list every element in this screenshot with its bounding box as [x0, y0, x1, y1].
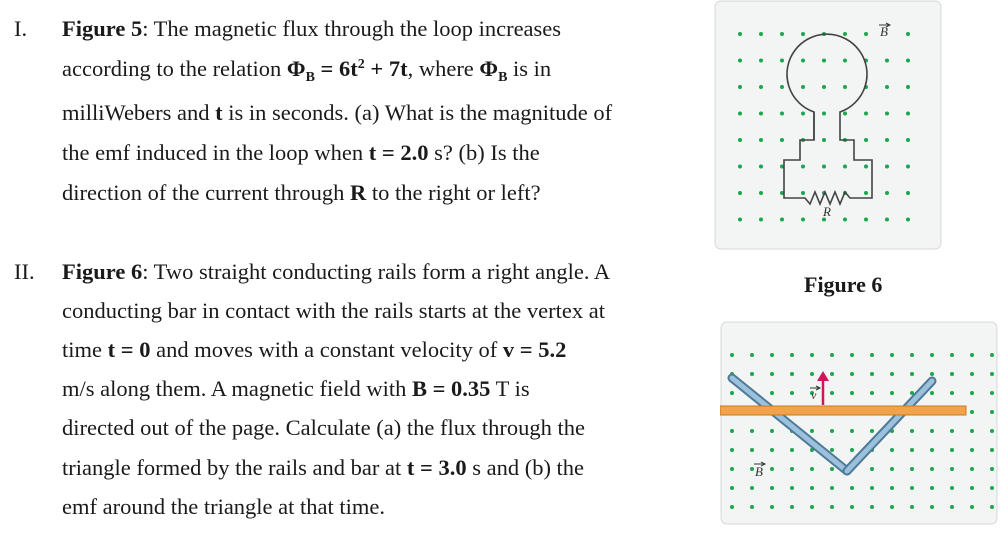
figure-6-frame — [721, 322, 997, 524]
field-dot — [950, 353, 954, 357]
field-dot — [759, 191, 763, 195]
field-dot — [870, 429, 874, 433]
field-dot — [790, 486, 794, 490]
field-dot — [970, 372, 974, 376]
field-dot — [830, 372, 834, 376]
field-dot — [870, 391, 874, 395]
figure-5 — [714, 0, 942, 250]
figure-6 — [720, 321, 1000, 525]
field-dot — [950, 467, 954, 471]
field-dot — [830, 467, 834, 471]
field-dot — [910, 372, 914, 376]
field-dot — [910, 448, 914, 452]
figure-6-diagram — [720, 321, 1000, 525]
field-dot — [906, 191, 910, 195]
svg-text:B: B — [880, 24, 888, 39]
field-dot — [801, 85, 805, 89]
field-dot — [830, 486, 834, 490]
field-dot — [930, 429, 934, 433]
field-dot — [750, 372, 754, 376]
field-dot — [810, 486, 814, 490]
field-dot — [738, 32, 742, 36]
field-dot — [930, 448, 934, 452]
field-dot — [930, 467, 934, 471]
field-dot — [810, 429, 814, 433]
field-dot — [910, 429, 914, 433]
field-dot — [750, 448, 754, 452]
field-dot — [970, 410, 974, 414]
figure-5-diagram — [714, 0, 942, 250]
field-dot — [990, 486, 994, 490]
field-dot — [759, 165, 763, 169]
conducting-bar — [720, 406, 966, 415]
figure-6-caption: Figure 6 — [804, 272, 883, 297]
field-dot — [843, 112, 847, 116]
field-dot — [801, 112, 805, 116]
field-dot — [990, 505, 994, 509]
field-dot — [790, 467, 794, 471]
field-dot — [910, 467, 914, 471]
problem-1-line-1: Figure 5: The magnetic flux through the loop increases — [62, 16, 562, 41]
field-dot — [850, 372, 854, 376]
field-dot — [830, 448, 834, 452]
field-dot — [822, 59, 826, 63]
field-dot — [906, 218, 910, 222]
problem-1-line-5: direction of the current through R to the right or left? — [62, 180, 541, 205]
svg-text:v: v — [811, 388, 817, 402]
field-dot — [770, 391, 774, 395]
field-dot — [790, 353, 794, 357]
problem-1-line-2: according to the relation $\Phi_B = 6t^2 + 7t$, where $\Phi_B$ is in — [62, 56, 552, 85]
field-dot — [885, 112, 889, 116]
field-dot — [790, 372, 794, 376]
field-dot — [910, 486, 914, 490]
flux-symbol: $\Phi_B$ — [286, 56, 315, 85]
field-dot — [850, 486, 854, 490]
field-dot — [890, 448, 894, 452]
field-dot — [990, 429, 994, 433]
field-dot — [750, 505, 754, 509]
field-dot — [738, 191, 742, 195]
field-dot — [750, 486, 754, 490]
field-dot — [970, 353, 974, 357]
field-dot — [810, 372, 814, 376]
field-dot — [759, 59, 763, 63]
field-dot — [930, 391, 934, 395]
field-dot — [738, 59, 742, 63]
field-dot — [730, 448, 734, 452]
field-dot — [780, 32, 784, 36]
field-dot — [870, 353, 874, 357]
field-dot — [885, 138, 889, 142]
field-dot — [790, 505, 794, 509]
field-dot — [830, 505, 834, 509]
field-dot — [885, 85, 889, 89]
field-dot — [864, 32, 868, 36]
field-dot — [890, 505, 894, 509]
field-dot — [770, 353, 774, 357]
svg-text:B: B — [755, 464, 763, 479]
field-dot — [864, 138, 868, 142]
field-dot — [870, 505, 874, 509]
field-dot — [850, 391, 854, 395]
field-dot — [810, 353, 814, 357]
field-dot — [970, 467, 974, 471]
field-dot — [970, 486, 974, 490]
field-dot — [864, 191, 868, 195]
field-dot — [830, 353, 834, 357]
field-dot — [780, 112, 784, 116]
field-dot — [770, 448, 774, 452]
problem-1-numeral: I. — [14, 16, 28, 41]
field-dot — [738, 85, 742, 89]
resistor-label: R — [823, 204, 831, 219]
field-dot — [890, 372, 894, 376]
field-dot — [822, 85, 826, 89]
field-dot — [950, 391, 954, 395]
field-dot — [950, 448, 954, 452]
field-dot — [730, 391, 734, 395]
flux-symbol-2: $\Phi_B$ — [479, 56, 508, 85]
field-dot — [906, 112, 910, 116]
field-dot — [810, 505, 814, 509]
field-dot — [843, 165, 847, 169]
field-dot — [780, 85, 784, 89]
field-dot — [759, 32, 763, 36]
field-dot — [885, 191, 889, 195]
field-dot — [770, 372, 774, 376]
field-dot — [930, 486, 934, 490]
problem-2-line-6: triangle formed by the rails and bar at t = 3.0 s and (b) the — [62, 455, 585, 480]
field-dot — [730, 353, 734, 357]
field-dot — [930, 353, 934, 357]
field-dot — [950, 505, 954, 509]
field-dot — [990, 353, 994, 357]
field-dot — [759, 112, 763, 116]
field-dot — [850, 353, 854, 357]
field-dot — [801, 191, 805, 195]
field-dot — [950, 486, 954, 490]
problem-2-line-7: emf around the triangle at that time. — [62, 494, 386, 519]
field-dot — [990, 410, 994, 414]
field-dot — [864, 218, 868, 222]
field-dot — [801, 32, 805, 36]
field-dot — [970, 448, 974, 452]
field-dot — [906, 138, 910, 142]
field-dot — [906, 165, 910, 169]
field-dot — [830, 429, 834, 433]
field-dot — [822, 165, 826, 169]
field-dot — [850, 505, 854, 509]
field-dot — [864, 112, 868, 116]
field-dot — [930, 372, 934, 376]
problem-2-line-2: conducting bar in contact with the rails starts at the vertex at — [62, 298, 605, 323]
field-dot — [850, 429, 854, 433]
figure-6-label: Figure 6 — [62, 259, 143, 284]
field-dot — [830, 391, 834, 395]
field-dot — [770, 505, 774, 509]
field-dot — [810, 467, 814, 471]
field-dot — [738, 138, 742, 142]
field-dot — [890, 486, 894, 490]
field-dot — [843, 218, 847, 222]
field-dot — [780, 59, 784, 63]
field-dot — [730, 505, 734, 509]
field-dot — [906, 32, 910, 36]
field-dot — [950, 372, 954, 376]
field-dot — [801, 165, 805, 169]
field-dot — [730, 429, 734, 433]
field-dot — [890, 391, 894, 395]
field-dot — [730, 467, 734, 471]
problem-2-line-3: time t = 0 and moves with a constant velocity of v = 5.2 — [62, 337, 567, 362]
field-dot — [970, 429, 974, 433]
field-dot — [850, 448, 854, 452]
field-dot — [864, 165, 868, 169]
field-dot — [738, 218, 742, 222]
problem-1-line-4: the emf induced in the loop when t = 2.0 s? (b) Is the — [62, 140, 540, 165]
time-value: t = 2.0 — [368, 140, 429, 165]
field-dot — [759, 138, 763, 142]
field-dot — [910, 353, 914, 357]
field-dot — [870, 372, 874, 376]
field-dot — [885, 59, 889, 63]
field-dot — [990, 448, 994, 452]
field-dot — [906, 59, 910, 63]
field-dot — [730, 486, 734, 490]
field-dot — [759, 218, 763, 222]
field-dot — [970, 505, 974, 509]
field-dot — [770, 486, 774, 490]
problem-2-line-4: m/s along them. A magnetic field with B = 0.35 T is — [62, 376, 530, 401]
field-dot — [843, 59, 847, 63]
problem-2-line-1: Figure 6: Two straight conducting rails form a right angle. A — [62, 259, 611, 284]
field-dot — [885, 165, 889, 169]
field-dot — [906, 85, 910, 89]
field-dot — [950, 429, 954, 433]
field-dot — [970, 391, 974, 395]
field-dot — [843, 85, 847, 89]
problem-2-line-5: directed out of the page. Calculate (a) the flux through the — [62, 415, 585, 440]
problem-2-numeral: II. — [14, 259, 35, 284]
field-dot — [870, 486, 874, 490]
field-dot — [750, 429, 754, 433]
field-dot — [990, 391, 994, 395]
field-dot — [801, 218, 805, 222]
field-dot — [790, 391, 794, 395]
field-dot — [885, 218, 889, 222]
field-dot — [930, 505, 934, 509]
field-dot — [890, 467, 894, 471]
field-dot — [750, 353, 754, 357]
field-dot — [822, 138, 826, 142]
field-dot — [750, 467, 754, 471]
field-dot — [770, 429, 774, 433]
flux-equation: = $6t^2 + 7t$ — [314, 56, 408, 81]
field-dot — [790, 448, 794, 452]
field-dot — [990, 372, 994, 376]
field-dot — [759, 85, 763, 89]
field-dot — [801, 59, 805, 63]
field-dot — [780, 218, 784, 222]
field-dot — [990, 467, 994, 471]
field-dot — [822, 112, 826, 116]
field-dot — [770, 467, 774, 471]
field-dot — [780, 138, 784, 142]
field-dot — [843, 32, 847, 36]
figure-5-label: Figure 5 — [62, 16, 143, 41]
field-dot — [738, 165, 742, 169]
field-dot — [910, 505, 914, 509]
field-dot — [870, 467, 874, 471]
problem-1-line-3: milliWebers and t is in seconds. (a) What is the magnitude of — [62, 100, 613, 125]
field-dot — [890, 353, 894, 357]
field-dot — [738, 112, 742, 116]
